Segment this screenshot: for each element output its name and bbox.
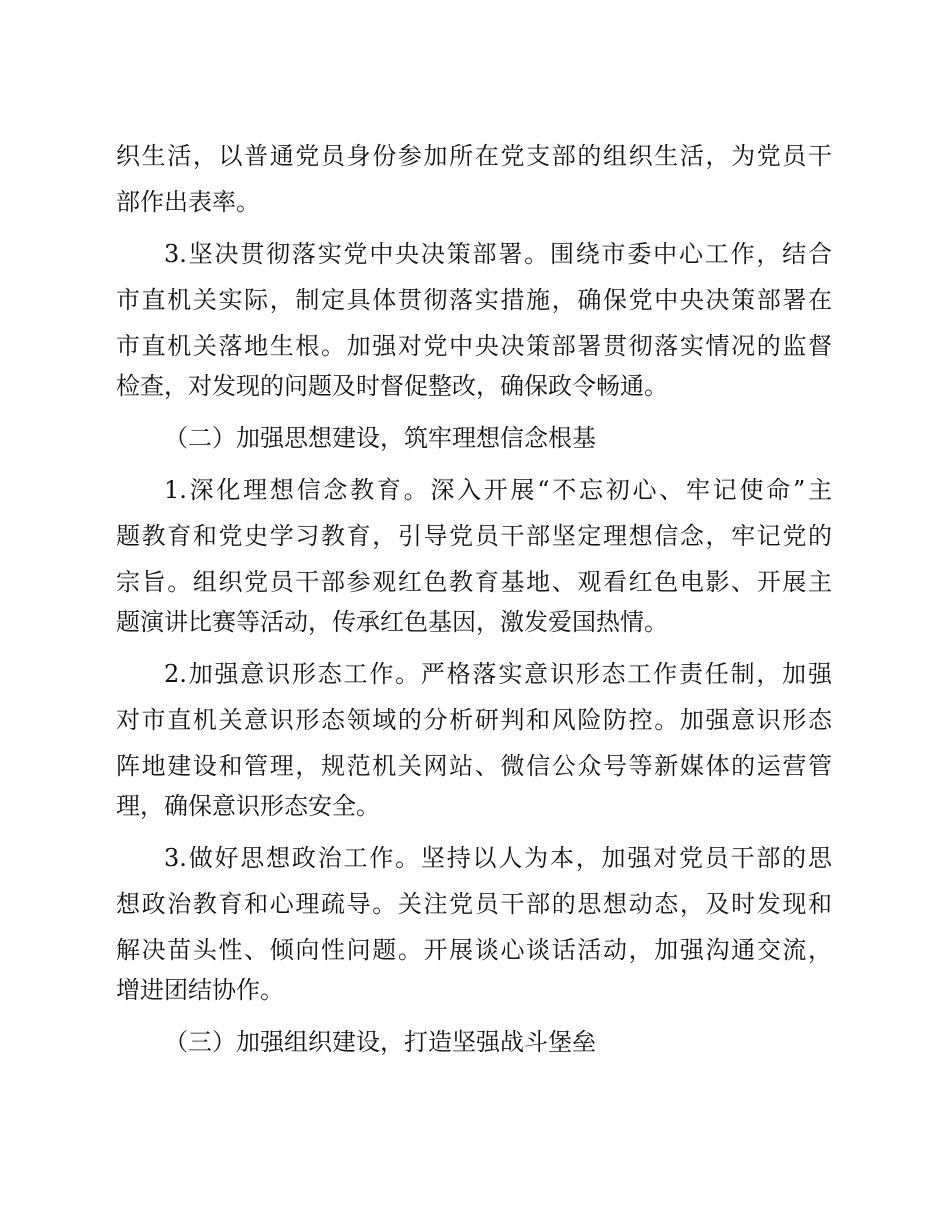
paragraph-heading-line: 3.坚决贯彻落实党中央决策部署。围绕市委中心工作，结合 (164, 240, 832, 268)
text-line: 检查，对发现的问题及时督促整改，确保政令畅通。 (116, 372, 668, 400)
section-heading: （二）加强思想建设，筑牢理想信念根基 (164, 424, 596, 452)
text-line: 对市直机关意识形态领域的分析研判和风险防控。加强意识形态 (116, 706, 832, 734)
paragraph-heading-line: 2.加强意识形态工作。严格落实意识形态工作责任制，加强 (164, 660, 832, 688)
text-line: 市直机关落地生根。加强对党中央决策部署贯彻落实情况的监督 (116, 332, 832, 360)
text-line: 市直机关实际，制定具体贯彻落实措施，确保党中央决策部署在 (116, 286, 832, 314)
text-line: 题演讲比赛等活动，传承红色基因，激发爱国热情。 (116, 608, 668, 636)
text-line: 部作出表率。 (116, 188, 260, 216)
paragraph-heading-line: 1.深化理想信念教育。深入开展“不忘初心、牢记使命”主 (164, 476, 832, 504)
section-heading: （三）加强组织建设，打造坚强战斗堡垒 (164, 1028, 596, 1056)
text-line: 阵地建设和管理，规范机关网站、微信公众号等新媒体的运营管 (116, 752, 832, 780)
text-line: 宗旨。组织党员干部参观红色教育基地、观看红色电影、开展主 (116, 568, 832, 596)
text-line: 理，确保意识形态安全。 (116, 792, 380, 820)
text-line: 增进团结协作。 (116, 976, 284, 1004)
text-line: 想政治教育和心理疏导。关注党员干部的思想动态，及时发现和 (116, 890, 832, 918)
text-line: 解决苗头性、倾向性问题。开展谈心谈话活动，加强沟通交流， (116, 936, 832, 964)
paragraph-heading-line: 3.做好思想政治工作。坚持以人为本，加强对党员干部的思 (164, 844, 832, 872)
text-line: 织生活，以普通党员身份参加所在党支部的组织生活，为党员干 (116, 142, 832, 170)
text-line: 题教育和党史学习教育，引导党员干部坚定理想信念，牢记党的 (116, 522, 832, 550)
